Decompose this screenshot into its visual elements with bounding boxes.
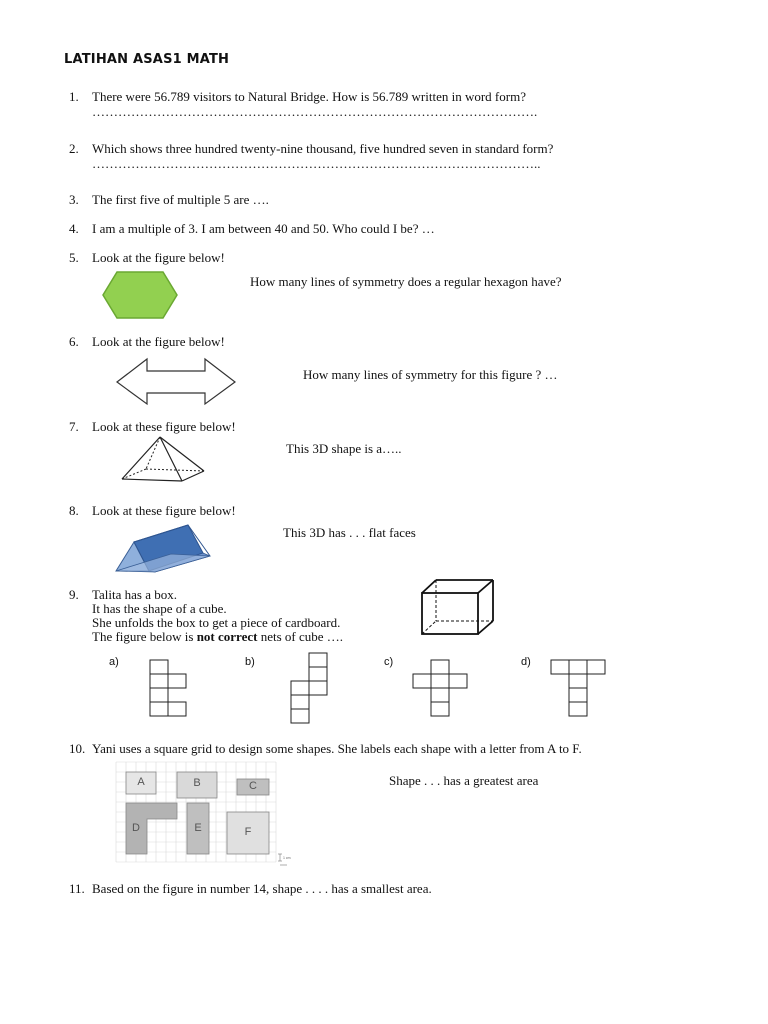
q6-question: How many lines of symmetry for this figure ? … bbox=[303, 367, 558, 382]
q4-text: I am a multiple of 3. I am between 40 and 50. Who could I be? … bbox=[92, 221, 435, 236]
q5-number: 5. bbox=[69, 250, 79, 265]
q10-text: Yani uses a square grid to design some shapes. She labels each shape with a letter from A to F. bbox=[92, 741, 582, 756]
net-c-icon bbox=[412, 659, 472, 719]
q8-text: Look at these figure below! bbox=[92, 503, 236, 518]
q9-line4-bold: not correct bbox=[196, 629, 258, 644]
q1-number: 1. bbox=[69, 89, 79, 104]
net-d-label: d) bbox=[521, 656, 531, 668]
label-d: D bbox=[132, 822, 140, 834]
q2-answer-line: ………………………………………………………………………………………….. bbox=[92, 156, 541, 171]
q9-line4 bbox=[92, 629, 343, 645]
net-a-label: a) bbox=[109, 656, 119, 668]
q10-question: Shape . . . has a greatest area bbox=[389, 773, 539, 788]
label-e: E bbox=[194, 822, 202, 834]
triangular-prism-icon bbox=[115, 522, 211, 572]
q3-number: 3. bbox=[69, 192, 79, 207]
q1-answer-line: …………………………………………………………………………………………. bbox=[92, 104, 538, 119]
q7-text: Look at these figure below! bbox=[92, 419, 236, 434]
net-d-icon bbox=[550, 659, 610, 719]
label-c: C bbox=[249, 780, 257, 792]
q9-line4-post: nets of cube …. bbox=[257, 629, 344, 644]
q5-question: How many lines of symmetry does a regular hexagon have? bbox=[250, 274, 562, 289]
net-b-icon bbox=[290, 652, 330, 724]
hexagon-icon bbox=[103, 271, 183, 321]
shape-grid bbox=[115, 761, 295, 873]
cube-icon bbox=[420, 579, 500, 637]
q9-line3: She unfolds the box to get a piece of cardboard. bbox=[92, 615, 341, 630]
q9-number: 9. bbox=[69, 587, 79, 602]
q9-line1: Talita has a box. bbox=[92, 587, 178, 602]
q10-number: 10. bbox=[69, 741, 86, 756]
double-arrow-icon bbox=[117, 359, 237, 405]
q9-line2: It has the shape of a cube. bbox=[92, 601, 227, 616]
q3-text: The first five of multiple 5 are …. bbox=[92, 192, 269, 207]
square-pyramid-icon bbox=[120, 435, 206, 485]
q4-number: 4. bbox=[69, 221, 79, 236]
q7-question: This 3D shape is a….. bbox=[286, 441, 402, 456]
q2-number: 2. bbox=[69, 141, 79, 156]
q5-text: Look at the figure below! bbox=[92, 250, 225, 265]
scale-label: 1 cm bbox=[283, 856, 291, 860]
q9-line4-pre: The figure below is bbox=[92, 629, 197, 644]
label-b: B bbox=[193, 777, 201, 789]
label-f: F bbox=[244, 826, 252, 838]
net-c-label: c) bbox=[384, 656, 394, 668]
q6-text: Look at the figure below! bbox=[92, 334, 225, 349]
q2-text: Which shows three hundred twenty-nine thousand, five hundred seven in standard form? bbox=[92, 141, 554, 156]
net-b-label: b) bbox=[245, 656, 255, 668]
q8-number: 8. bbox=[69, 503, 79, 518]
q8-question: This 3D has . . . flat faces bbox=[283, 525, 416, 540]
label-a: A bbox=[137, 776, 145, 788]
page-title: LATIHAN ASAS1 MATH bbox=[64, 52, 230, 67]
q7-number: 7. bbox=[69, 419, 79, 434]
q11-text: Based on the figure in number 14, shape . . . . has a smallest area. bbox=[92, 881, 432, 896]
q6-number: 6. bbox=[69, 334, 79, 349]
q11-number: 11. bbox=[69, 881, 85, 896]
q1-text: There were 56.789 visitors to Natural Bridge. How is 56.789 written in word form? bbox=[92, 89, 526, 104]
net-a-icon bbox=[149, 659, 189, 719]
